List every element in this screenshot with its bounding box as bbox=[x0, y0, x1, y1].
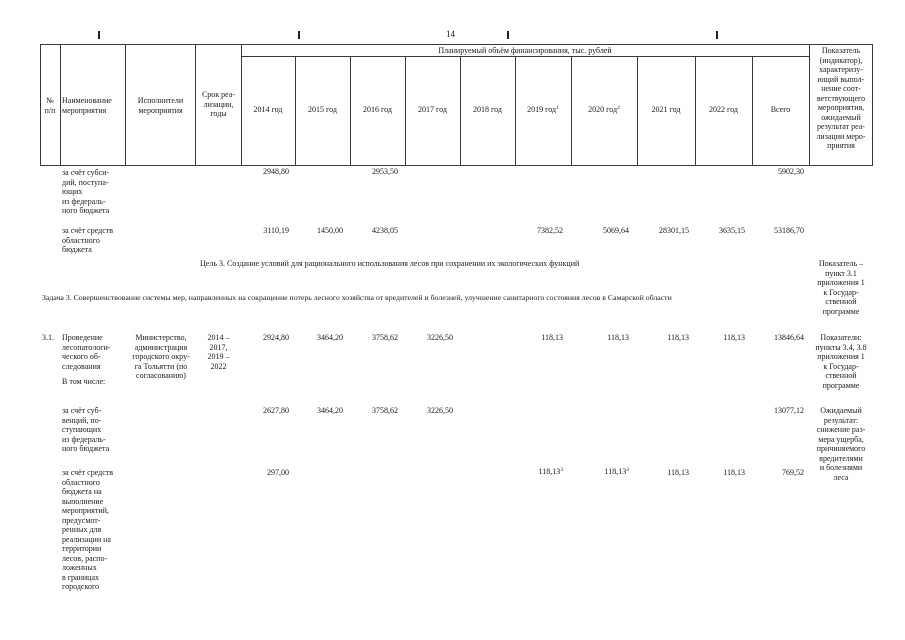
scan-mark bbox=[98, 31, 100, 39]
row-regional-2015: 1450,00 bbox=[317, 226, 343, 235]
row-fed-subsidy-2014: 2948,80 bbox=[263, 167, 289, 176]
item-3-1-fed-2017: 3226,50 bbox=[427, 406, 453, 415]
item-3-1-name: Проведение лесопатологи- ческого об- следования bbox=[62, 333, 111, 371]
item-3-1-executors: Министерство, администрация городского окру- га Тольятти (по согласованию) bbox=[132, 333, 190, 380]
header-executors: Исполнители мероприятия bbox=[137, 96, 184, 115]
item-3-1-expected-result: Ожидаемый результат: снижение раз- мера ущерба, причиняемого вредителями и болезнями леса bbox=[816, 406, 866, 482]
item-3-1-2016: 3758,62 bbox=[372, 333, 398, 342]
item-3-1-2020: 118,13 bbox=[607, 333, 629, 342]
header-indicator: Показатель (индикатор), характеризу- ющий выпол- нение соот- ветствующего мероприятия, ожидаемый результат реа- лизации меро- приятия bbox=[816, 46, 866, 150]
row-fed-subsidy-2016: 2953,50 bbox=[372, 167, 398, 176]
item-3-1-fed-2016: 3758,62 bbox=[372, 406, 398, 415]
item-3-1-fed-2014: 2627,80 bbox=[263, 406, 289, 415]
row-regional-2022: 3635,15 bbox=[719, 226, 745, 235]
header-num: № п/п bbox=[44, 96, 56, 115]
row-regional-2016: 4238,05 bbox=[372, 226, 398, 235]
item-3-1-indicator: Показатели: пункты 3.4, 3.8 приложения 1 к Государ- ственной программе bbox=[815, 333, 867, 390]
item-3-1-reg-2020: 118,13$^3$ bbox=[604, 467, 629, 476]
item-3-1-2019: 118,13 bbox=[541, 333, 563, 342]
item-3-1-reg-label: за счёт средств областного бюджета на выполнение мероприятий, предусмот- ренных для реализации на территории лесов, распо- ложенных в границах городского bbox=[62, 468, 114, 591]
header-planned-financing: Планируемый объём финансирования, тыс. рублей bbox=[438, 46, 612, 55]
header-year-2020: 2020 год$^2$ bbox=[588, 105, 620, 114]
item-3-1-reg-2014: 297,00 bbox=[267, 468, 289, 477]
row-fed-subsidy-label: за счёт субси- дий, поступа- ющих из федераль- ного бюджета bbox=[62, 168, 110, 215]
header-year-2022: 2022 год bbox=[709, 105, 738, 114]
header-total: Всего bbox=[770, 105, 791, 114]
item-3-1-2014: 2924,80 bbox=[263, 333, 289, 342]
item-3-1-reg-2019: 118,13$^3$ bbox=[538, 467, 563, 476]
header-year-2019: 2019 год$^1$ bbox=[527, 105, 559, 114]
header-year-2014: 2014 год bbox=[253, 105, 283, 114]
row-fed-subsidy-total: 5902,30 bbox=[778, 167, 804, 176]
scan-mark bbox=[507, 31, 509, 39]
header-year-2018: 2018 год bbox=[473, 105, 502, 114]
item-3-1-fed-total: 13077,12 bbox=[774, 406, 804, 415]
row-regional-total: 53186,70 bbox=[774, 226, 804, 235]
item-3-1-fed-2015: 3464,20 bbox=[317, 406, 343, 415]
item-3-1-2015: 3464,20 bbox=[317, 333, 343, 342]
item-3-1-term: 2014 – 2017, 2019 – 2022 bbox=[207, 333, 230, 371]
row-regional-2021: 28301,15 bbox=[659, 226, 689, 235]
item-3-1-2017: 3226,50 bbox=[427, 333, 453, 342]
header-year-2016: 2016 год bbox=[363, 105, 392, 114]
goal-3-title: Цель 3. Создание условий для рационального использования лесов при сохранении их экологических функций bbox=[200, 259, 580, 268]
item-3-1-2022: 118,13 bbox=[723, 333, 745, 342]
scan-mark bbox=[716, 31, 718, 39]
header-name: Наименование мероприятия bbox=[62, 96, 112, 115]
row-regional-2014: 3110,19 bbox=[263, 226, 289, 235]
scan-mark bbox=[298, 31, 300, 39]
goal-3-indicator: Показатель – пункт 3.1 приложения 1 к Государ- ственной программе bbox=[817, 259, 865, 316]
page-number: 14 bbox=[446, 29, 455, 39]
item-3-1-reg-total: 769,52 bbox=[782, 468, 804, 477]
item-3-1-reg-2021: 118,13 bbox=[667, 468, 689, 477]
item-3-1-reg-2022: 118,13 bbox=[723, 468, 745, 477]
item-3-1-fed-label: за счёт суб- венций, по- ступающих из федераль- ного бюджета bbox=[62, 406, 110, 453]
item-3-1-including: В том числе: bbox=[62, 377, 106, 386]
header-year-2015: 2015 год bbox=[308, 105, 337, 114]
item-3-1-total: 13846,64 bbox=[774, 333, 804, 342]
header-year-2017: 2017 год bbox=[418, 105, 447, 114]
row-regional-2020: 5069,64 bbox=[603, 226, 629, 235]
row-regional-2019: 7382,52 bbox=[537, 226, 563, 235]
item-3-1-number: 3.1. bbox=[42, 333, 54, 342]
row-regional-label: за счёт средств областного бюджета bbox=[62, 226, 114, 254]
header-term: Срок реа- лизации, годы bbox=[201, 90, 236, 118]
item-3-1-2021: 118,13 bbox=[667, 333, 689, 342]
task-3-title: Задача 3. Совершенствование системы мер, направленных на сокращение потерь лесного хозяйства от вредителей и болезней, улучшение санитарного состояния лесов в Самарской области bbox=[42, 293, 672, 302]
header-year-2021: 2021 год bbox=[651, 105, 681, 114]
